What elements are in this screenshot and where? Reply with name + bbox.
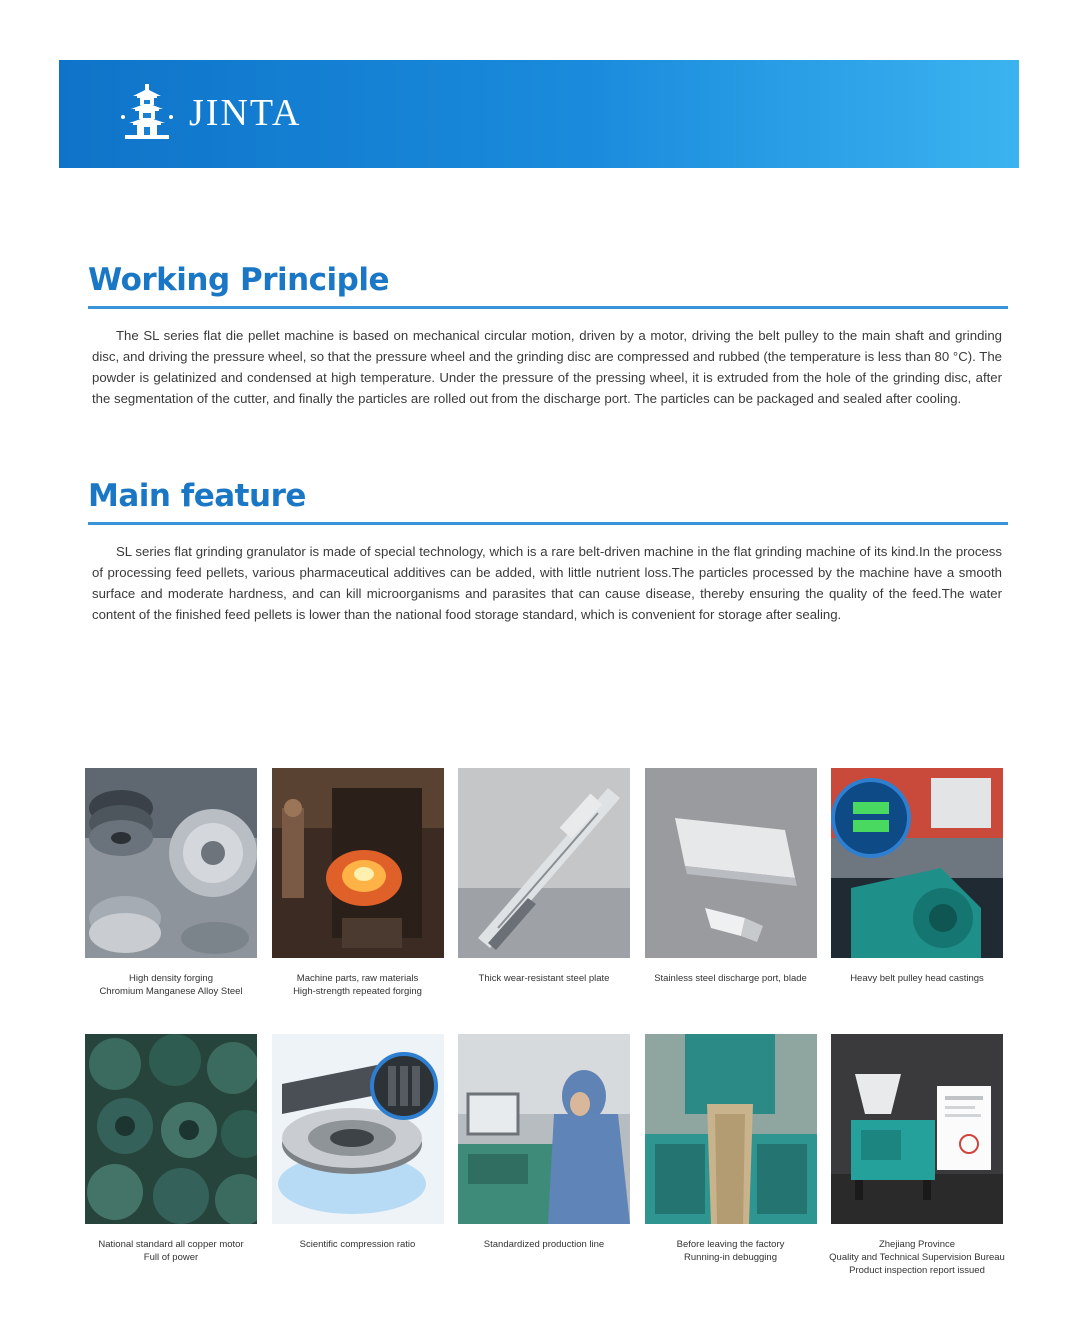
gallery-caption: High density forging Chromium Manganese Alloy Steel xyxy=(99,973,243,997)
gallery-item xyxy=(272,768,444,998)
brand-logo[interactable] xyxy=(119,82,302,144)
gallery-item xyxy=(645,1034,817,1277)
gallery-caption: National standard all copper motor Full of power xyxy=(98,1239,244,1263)
copper-motors-image xyxy=(85,1034,257,1224)
gallery-caption: Standardized production line xyxy=(483,1239,605,1250)
grinding-discs-image xyxy=(85,768,257,958)
compression-die-image xyxy=(272,1034,444,1224)
gallery-item xyxy=(831,768,1003,998)
gallery-caption: Machine parts, raw materials High-strength repeated forging xyxy=(293,973,422,997)
stainless-blade-image xyxy=(645,768,817,958)
running-in-image xyxy=(645,1034,817,1224)
gallery-caption: Thick wear-resistant steel plate xyxy=(478,973,610,984)
gallery-caption: Heavy belt pulley head castings xyxy=(850,973,984,984)
gallery-item xyxy=(85,1034,257,1277)
gallery-item xyxy=(458,768,630,998)
gallery-caption: Stainless steel discharge port, blade xyxy=(654,973,807,984)
main-feature-title: Main feature xyxy=(88,478,306,514)
gallery-item xyxy=(85,768,257,998)
gallery-item xyxy=(272,1034,444,1277)
production-line-image xyxy=(458,1034,630,1224)
forging-furnace-image xyxy=(272,768,444,958)
gallery-row-2 xyxy=(85,1034,1003,1277)
caliper-steel-plate-image xyxy=(458,768,630,958)
inspection-report-image xyxy=(831,1034,1003,1224)
main-feature-text: SL series flat grinding granulator is made of special technology, which is a rare belt-driven machine in the flat grinding machine of its kind.In the process of processing feed pellets, various pharmaceutical additives can be added, with little nutrient loss.The particles processed by the machine have a smooth surface and moderate hardness, and can kill microorganisms and parasites that can cause disease, thereby ensuring the quality of the feed.The water content of the finished feed pellets is lower than the national food storage standard, which is convenient for storage after sealing. xyxy=(92,544,1002,622)
gallery-caption: Before leaving the factory Running-in debugging xyxy=(676,1239,785,1263)
section-divider xyxy=(88,306,1008,309)
gallery-caption: Zhejiang Province Quality and Technical Supervision Bureau Product inspection report issued xyxy=(829,1239,1005,1276)
working-principle-title: Working Principle xyxy=(88,262,390,298)
gallery-item xyxy=(645,768,817,998)
pulley-castings-image xyxy=(831,768,1003,958)
gallery-caption: Scientific compression ratio xyxy=(299,1239,416,1250)
pagoda-logo-icon xyxy=(119,82,175,144)
working-principle-section xyxy=(88,262,1008,409)
gallery-item xyxy=(831,1034,1003,1277)
working-principle-text: The SL series flat die pellet machine is based on mechanical circular motion, driven by a motor, driving the belt pulley to the main shaft and grinding disc, and driving the pressure wheel, so that the pressure wheel and the grinding disc are compressed and rubbed (the temperature is less than 80 °C). The powder is gelatinized and condensed at high temperature. Under the pressure of the pressing wheel, it is extruded from the hole of the grinding disc, after the segmentation of the cutter, and finally the particles are rolled out from the discharge port. The particles can be packaged and sealed after cooling. xyxy=(92,328,1002,406)
section-divider xyxy=(88,522,1008,525)
gallery-item xyxy=(458,1034,630,1277)
brand-name: JINTA xyxy=(189,92,302,134)
main-feature-section xyxy=(88,478,1008,625)
header-banner xyxy=(59,60,1019,168)
gallery-row-1 xyxy=(85,768,1003,998)
